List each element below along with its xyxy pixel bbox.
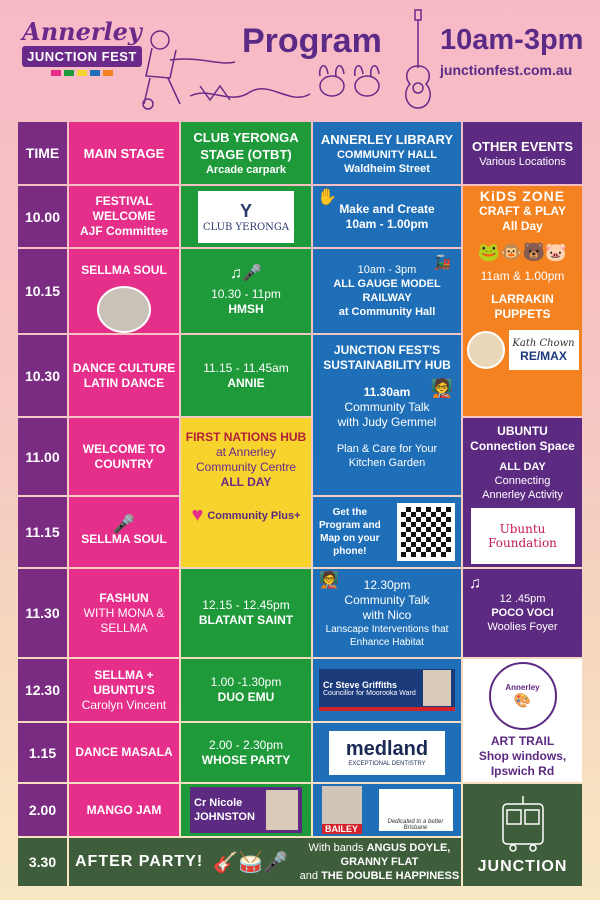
event-line: ALL DAY xyxy=(220,475,272,489)
event-line: Lanscape Interventions that xyxy=(325,623,449,635)
main-stage-sellma-ubuntu xyxy=(69,659,179,721)
club-blatant-saint xyxy=(181,569,311,657)
club-yeronga-header xyxy=(181,122,311,184)
bands-text: ANGUS DOYLE, GRANNY FLAT xyxy=(340,842,451,868)
event-line: with Nico xyxy=(362,607,412,622)
event-line: 10.30 - 11pm xyxy=(211,286,281,301)
event-line: Community Centre xyxy=(195,460,297,474)
music-notes-icon: ♫ xyxy=(469,575,481,592)
sponsor-name: JOHNSTON xyxy=(194,811,255,823)
festival-url[interactable]: junctionfest.com.au xyxy=(440,62,573,78)
club-header-line2: STAGE (OTBT) xyxy=(200,147,292,162)
event-line: SELLMA xyxy=(100,620,148,635)
event-line: Kitchen Garden xyxy=(348,457,426,469)
event-line: with Judy Gemmel xyxy=(337,415,437,429)
time-header-label: TIME xyxy=(25,145,60,161)
library-header xyxy=(313,122,461,184)
time-label: 12.30 xyxy=(24,682,61,698)
time-slot xyxy=(18,186,67,247)
sponsor-name: Cr Nicole xyxy=(194,797,243,809)
art-trail xyxy=(463,659,582,782)
event-line: POCO VOCI xyxy=(491,607,554,619)
event-line: 12.15 - 12.45pm xyxy=(202,598,290,612)
library-talk-nico xyxy=(313,569,461,657)
kids-zone xyxy=(463,186,582,416)
remax-logo-text: RE/MAX xyxy=(520,348,567,363)
sponsor-subtitle: Councillor for Moorooka Ward xyxy=(323,689,416,697)
main-stage-label: MAIN STAGE xyxy=(83,145,165,161)
library-model-railway xyxy=(313,249,461,333)
event-line: All Day xyxy=(502,219,543,233)
club-annie xyxy=(181,335,311,416)
bunting-icon xyxy=(22,70,142,76)
page-title: Program xyxy=(242,22,382,60)
sponsor-photo xyxy=(467,331,505,369)
time-slot xyxy=(18,659,67,721)
microphone-icon: 🎤 xyxy=(112,514,136,534)
time-slot xyxy=(18,418,67,495)
after-party-row xyxy=(69,838,461,886)
event-line: FESTIVAL xyxy=(95,194,153,208)
event-line: Connection Space xyxy=(470,439,575,453)
event-line: Map on your xyxy=(320,533,380,544)
other-header-line2: Various Locations xyxy=(479,155,566,168)
ubuntu-logo-text: Foundation xyxy=(488,536,557,550)
poco-voci xyxy=(463,569,582,657)
main-stage-sellma-soul-2 xyxy=(69,497,179,567)
steve-griffiths-sponsor xyxy=(313,659,461,721)
event-line: 1.00 -1.30pm xyxy=(210,675,282,689)
main-stage-dance-masala xyxy=(69,723,179,782)
time-label: 11.30 xyxy=(25,605,60,621)
main-stage-welcome-to-country xyxy=(69,418,179,495)
nicole-johnston-sponsor xyxy=(181,784,311,836)
club-header-line3: Arcade carpark xyxy=(205,164,287,176)
event-line: ART TRAIL xyxy=(490,734,555,748)
ubuntu-logo-text: Ubuntu xyxy=(499,522,546,536)
event-line: FIRST NATIONS HUB xyxy=(185,430,307,444)
event-line: LARRAKIN xyxy=(491,292,554,306)
event-line: Ipswich Rd xyxy=(490,764,555,778)
time-slot xyxy=(18,497,67,567)
sponsor-photo xyxy=(322,786,362,834)
library-program-qr xyxy=(313,497,461,567)
event-line: SUSTAINABILITY HUB xyxy=(323,358,451,372)
medland-logo-subtitle: EXCEPTIONAL DENTISTRY xyxy=(348,761,426,767)
event-line: 11.30am xyxy=(363,385,411,399)
event-line: SELLMA SOUL xyxy=(81,532,167,546)
event-line: UBUNTU xyxy=(497,424,548,438)
main-stage-dance-culture xyxy=(69,335,179,416)
event-line: 10am - 1.00pm xyxy=(345,216,429,231)
tram-icon xyxy=(495,794,551,854)
time-slot xyxy=(18,784,67,836)
festival-hours: 10am-3pm xyxy=(440,24,584,56)
puppets-icon: 🐸🐵🐻🐷 xyxy=(477,242,568,262)
hands-icon: ✋ xyxy=(317,189,337,206)
after-party-bands xyxy=(298,841,461,883)
ubuntu-connection-space xyxy=(463,418,582,567)
club-hmsh xyxy=(181,249,311,333)
event-line: FASHUN xyxy=(99,590,149,605)
time-label: 1.15 xyxy=(28,744,57,761)
event-line: WHOSE PARTY xyxy=(201,752,291,767)
after-party-label: AFTER PARTY! xyxy=(75,853,204,870)
event-line: Community Talk xyxy=(344,400,430,414)
event-line: Make and Create xyxy=(339,201,435,216)
club-header-line1: CLUB YERONGA xyxy=(193,130,299,145)
sponsor-photo xyxy=(266,790,298,830)
main-stage-fashun xyxy=(69,569,179,657)
main-stage-sellma-soul xyxy=(69,249,179,333)
event-line: SELLMA + xyxy=(94,667,154,682)
event-line: at Community Hall xyxy=(338,306,436,318)
event-line: DUO EMU xyxy=(217,690,275,704)
speaker-icon: 🧑‍🏫 xyxy=(430,378,453,398)
event-line: 2.00 - 2.30pm xyxy=(208,737,284,752)
event-line: COUNTRY xyxy=(94,456,154,471)
music-notes-icon: ♫🎤 xyxy=(230,264,262,282)
event-line: WELCOME TO xyxy=(82,441,166,456)
medland-logo xyxy=(329,731,445,775)
club-duo-emu xyxy=(181,659,311,721)
event-line: SELLMA SOUL xyxy=(81,263,167,277)
event-line: 12.30pm xyxy=(363,577,411,592)
event-line: Annerley Activity xyxy=(482,489,563,501)
time-slot xyxy=(18,723,67,782)
bands-text: THE DOUBLE HAPPINESS xyxy=(321,870,460,882)
first-nations-hub xyxy=(181,418,311,567)
main-stage-mango-jam xyxy=(69,784,179,836)
event-line: RAILWAY xyxy=(362,292,412,304)
sponsor-name: Kath Chown xyxy=(512,337,575,349)
event-line: HMSH xyxy=(228,301,264,316)
sponsor-name: Cr Steve Griffiths xyxy=(323,679,398,690)
ubuntu-foundation-logo xyxy=(471,508,575,564)
time-label: 10.00 xyxy=(24,208,61,225)
club-yeronga-logo-cell xyxy=(181,186,311,247)
club-whose-party xyxy=(181,723,311,782)
qr-code-icon[interactable] xyxy=(397,503,455,561)
event-line: MANGO JAM xyxy=(86,802,162,817)
club-yeronga-emblem-icon: Y xyxy=(239,200,252,221)
event-line: Get the xyxy=(332,507,368,518)
library-make-and-create xyxy=(313,186,461,247)
brisbane-logo xyxy=(379,789,453,831)
event-line: UBUNTU'S xyxy=(93,682,155,697)
event-line: Woolies Foyer xyxy=(487,621,558,633)
event-line: DANCE CULTURE xyxy=(72,360,176,375)
event-line: AJF Committee xyxy=(79,224,168,238)
bands-text: and xyxy=(299,870,322,882)
event-line: WITH MONA & xyxy=(83,605,165,620)
art-show-logo-text: Annerley xyxy=(505,683,540,692)
event-line: LATIN DANCE xyxy=(83,375,165,390)
time-label: 3.30 xyxy=(28,854,57,870)
event-line: JUNCTION FEST'S xyxy=(333,343,441,357)
event-line: 11.15 - 11.45am xyxy=(203,360,289,375)
library-header-line2: COMMUNITY HALL xyxy=(336,148,437,161)
event-line: Plan & Care for Your xyxy=(336,443,438,455)
main-stage-festival-welcome xyxy=(69,186,179,247)
junction-logo-text: JUNCTION xyxy=(477,858,568,875)
other-events-header xyxy=(463,122,582,184)
event-line: 12 .45pm xyxy=(499,593,546,605)
time-column-header xyxy=(18,122,67,184)
logo-top-text: Annerley xyxy=(22,17,142,46)
medland-logo-text: medland xyxy=(345,738,429,760)
art-show-logo xyxy=(489,662,557,730)
event-line: Community Talk xyxy=(344,592,430,607)
bands-text: With bands xyxy=(308,842,367,854)
time-slot xyxy=(18,335,67,416)
club-yeronga-logo xyxy=(198,191,294,243)
event-line: Enhance Habitat xyxy=(350,636,424,648)
event-line: Carolyn Vincent xyxy=(81,697,167,712)
event-line: 11am & 1.00pm xyxy=(480,269,565,283)
train-icon: 🚂 xyxy=(433,254,451,270)
event-line: DANCE MASALA xyxy=(75,745,173,759)
club-logo-text: CLUB YERONGA xyxy=(202,221,290,233)
event-line: BLATANT SAINT xyxy=(198,613,294,627)
event-line: WELCOME xyxy=(92,209,156,223)
event-line: at Annerley xyxy=(215,445,277,459)
heart-icon: ♥ xyxy=(191,504,204,526)
bailey-sponsor xyxy=(313,784,461,836)
the-junction-logo xyxy=(463,784,582,886)
event-line: Connecting xyxy=(494,475,551,487)
time-label: 10.15 xyxy=(24,283,61,299)
event-line: CRAFT & PLAY xyxy=(479,204,566,218)
time-label: 11.00 xyxy=(25,448,60,465)
time-label: 10.30 xyxy=(24,367,61,384)
library-sustainability-hub xyxy=(313,335,461,495)
library-header-line3: Waldheim Street xyxy=(344,162,430,175)
medland-sponsor xyxy=(313,723,461,782)
community-plus-logo xyxy=(191,504,300,527)
event-line: Shop windows, xyxy=(478,749,567,763)
sponsor-photo xyxy=(423,670,451,706)
event-line: phone! xyxy=(333,546,367,557)
event-line: PUPPETS xyxy=(494,307,551,321)
other-header-line1: OTHER EVENTS xyxy=(471,138,574,154)
event-line: ALL GAUGE MODEL xyxy=(333,278,441,290)
event-line: ALL DAY xyxy=(499,461,546,473)
time-label: 2.00 xyxy=(28,802,57,818)
speaker-icon: 🧑‍🏫 xyxy=(319,572,339,589)
remax-sponsor xyxy=(467,330,579,370)
main-stage-header xyxy=(69,122,179,184)
event-line: Program and xyxy=(319,520,381,531)
time-label: 11.15 xyxy=(25,524,60,540)
time-slot xyxy=(18,249,67,333)
palette-icon: 🎨 xyxy=(513,692,532,708)
library-header-line1: ANNERLEY LIBRARY xyxy=(320,131,454,147)
brisbane-tagline: Dedicated to a better Brisbane xyxy=(387,819,444,831)
bailey-text: BAILEY xyxy=(322,824,362,834)
time-slot xyxy=(18,569,67,657)
event-line: ANNIE xyxy=(227,375,265,390)
performer-photo xyxy=(97,286,151,333)
guitar-icon xyxy=(400,8,436,112)
time-slot xyxy=(18,838,67,886)
event-line: 10am - 3pm xyxy=(357,264,417,276)
logo-banner-text: JUNCTION FEST xyxy=(22,46,142,67)
event-line: KiDS ZONE xyxy=(479,188,566,204)
junction-fest-logo xyxy=(22,17,142,82)
community-plus-text: Community Plus+ xyxy=(207,509,301,522)
band-silhouette-icon: 🎸🥁🎤 xyxy=(213,851,288,874)
